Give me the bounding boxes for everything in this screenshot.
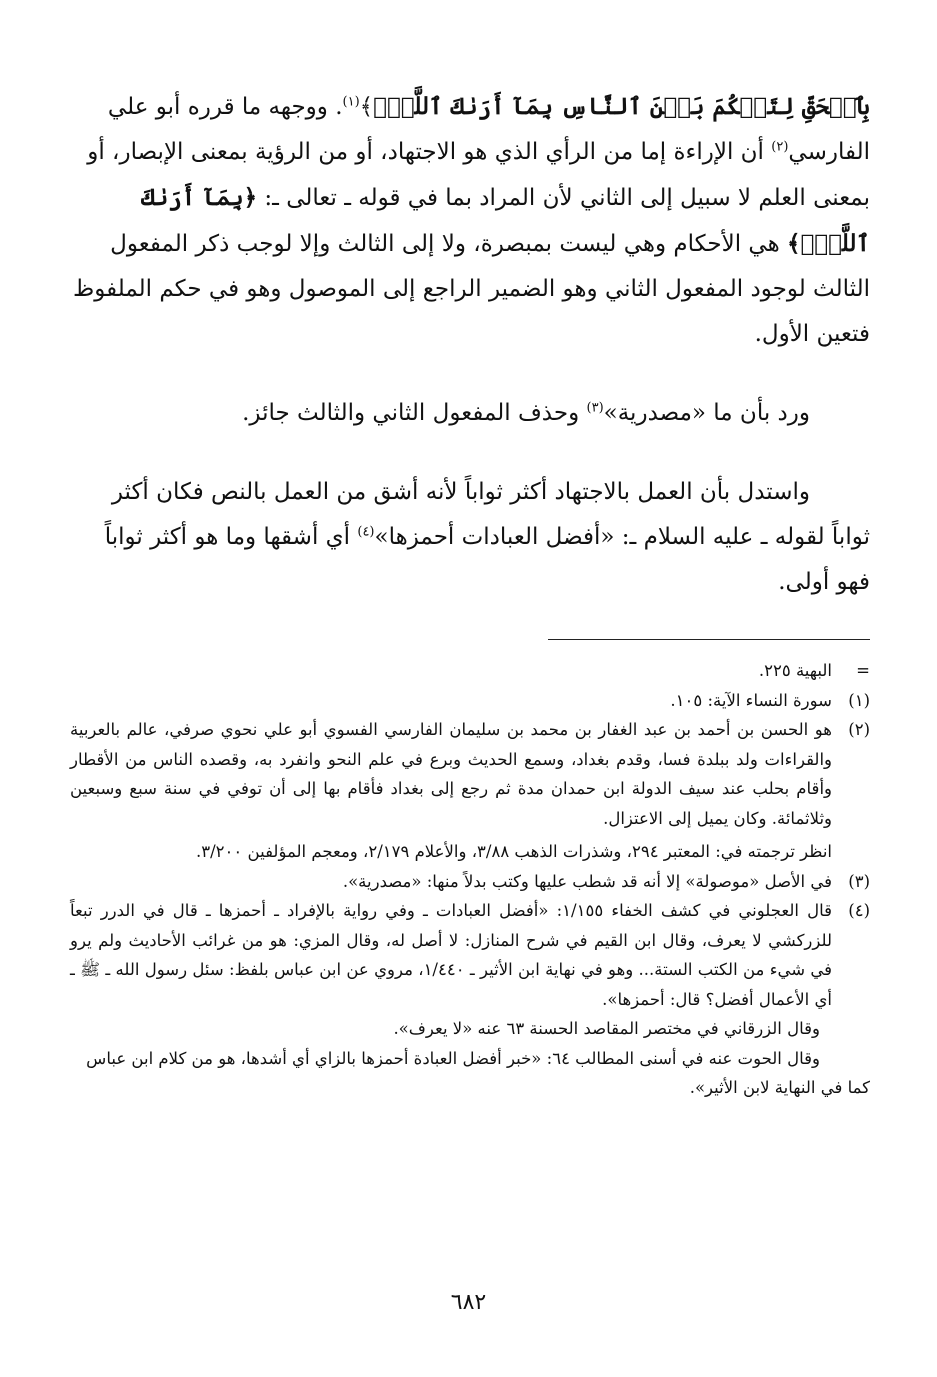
paragraph-2: ورد بأن ما «مصدرية»$^{(٣)}$ وحذف المفعول الثاني والثالث جائز. — [242, 400, 810, 426]
footnote-ref-3[interactable]: (٣) — [586, 400, 604, 416]
main-text — [70, 84, 870, 605]
footnote-2 — [70, 715, 870, 833]
footnote-number: (٤) — [848, 901, 870, 920]
continuation-mark: = — [856, 661, 870, 680]
footnote-2-sources: انظر ترجمته في: المعتبر ٢٩٤، وشذرات الذهب ٣/٨٨، والأعلام ٢/١٧٩، ومعجم المؤلفين ٣/٢٠٠. — [196, 842, 832, 861]
footnote-4-continued-2: وقال الحوت عنه في أسنى المطالب ٦٤: «خبر أفضل العبادة أحمزها بالزاي أي أشدها، هو من كلام ابن عباس كما في النهاية لابن الأثير». — [86, 1048, 870, 1097]
footnote-4 — [70, 896, 870, 1014]
footnote-ref-2[interactable]: (٢) — [771, 139, 789, 155]
footnote-3 — [70, 867, 870, 897]
footnote-continuation: = البهية ٢٢٥. — [70, 656, 870, 686]
footnote-ref-1[interactable]: (١) — [342, 94, 360, 110]
footnote-divider — [548, 639, 870, 640]
quran-verse-2: ﴿بِمَآ أَرَىٰكَ ٱللَّهُۚ﴾ — [141, 184, 870, 257]
footnote-number: (٣) — [848, 871, 870, 891]
footnote-text: قال العجلوني في كشف الخفاء ١/١٥٥: «أفضل العبادات ـ وفي رواية بالإفراد ـ أحمزها ـ قال في الدرر تبعاً للزركشي لا يعرف، وقال ابن القيم في شرح المنازل: لا أصل له، وقال المزي: هو من غرائب الأحاديث ولم يرو في شيء من الكتب الستة... وهو في نهاية ابن الأثير ـ ١/٤٤٠، مروي عن ابن عباس بلفظ: سئل رسول الله ـ ﷺ ـ أي الأعمال أفضل؟ قال: أحمزها». — [70, 901, 832, 1009]
paragraph-1: بِٱلۡحَقِّ لِتَحۡكُمَ بَيۡنَ ٱلنَّاسِ بِمَآ أَرَىٰكَ ٱللَّهُۚ﴾$^{(١)}$. ووجهه ما قرره أبو علي الفارسي$^{(٢)}$ أن الإراءة إما من الرأي الذي هو الاجتهاد، أو من الرؤية بمعنى الإبصار، أو بمعنى العلم لا سبيل إلى الثاني لأن المراد بما في قوله ـ تعالى ـ: ﴿بِمَآ أَرَىٰكَ ٱللَّهُۚ﴾ هي الأحكام وهي ليست بمبصرة، ولا إلى الثالث وإلا لوجب ذكر المفعول الثالث لوجود المفعول الثاني وهو الضمير الراجع إلى الموصول وهو في حكم الملفوظ فتعين الأول. — [72, 93, 870, 347]
paragraph-3: واستدل بأن العمل بالاجتهاد أكثر ثواباً لأنه أشق من العمل بالنص فكان أكثر ثواباً لقوله ـ عليه السلام ـ: «أفضل العبادات أحمزها»$^{(٤)}$ أي أشقها وما هو أكثر ثواباً فهو أولى. — [104, 479, 870, 595]
quran-verse: بِٱلۡحَقِّ لِتَحۡكُمَ بَيۡنَ ٱلنَّاسِ بِمَآ أَرَىٰكَ ٱللَّهُۚ — [373, 93, 870, 120]
footnote-text: في الأصل «موصولة» إلا أنه قد شطب عليها وكتب بدلاً منها: «مصدرية». — [342, 871, 832, 891]
footnote-4-continued-1: وقال الزرقاني في مختصر المقاصد الحسنة ٦٣ عنه «لا يعرف». — [393, 1019, 820, 1038]
footnote-ref-4[interactable]: (٤) — [357, 524, 375, 540]
page-content — [70, 84, 870, 1103]
footnote-text: سورة النساء الآية: ١٠٥. — [670, 690, 832, 710]
footnote-text: هو الحسن بن أحمد بن عبد الغفار بن محمد بن سليمان الفارسي الفسوي أبو علي نحوي صرفي، عالم بالعربية والقراءات ولد ببلدة فسا، وقدم بغداد، وسمع الحديث وبرع في علم النحو وانفرد به، وقصده الناس من الأقطار وأقام بحلب عند سيف الدولة ابن حمدان مدة ثم رجع إلى بغداد فأقام بها إلى أن توفي في سنة سبع وسبعين وثلاثمائة. وكان يميل إلى الاعتزال. — [70, 720, 832, 828]
page-number: ٦٨٢ — [450, 1290, 487, 1315]
footnote-1 — [70, 686, 870, 716]
footnote-number: (٢) — [848, 720, 870, 739]
footnote-number: (١) — [848, 690, 870, 710]
footnotes — [70, 656, 870, 1103]
